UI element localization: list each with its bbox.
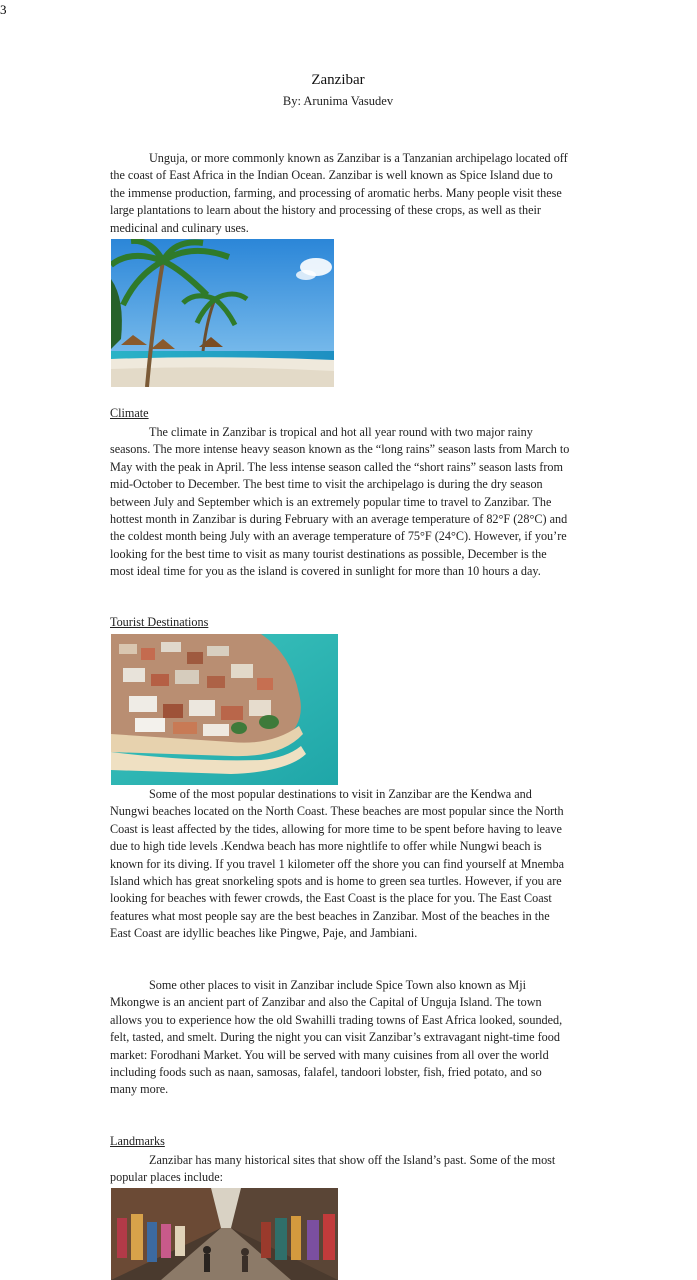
document-author: By: Arunima Vasudev	[282, 94, 394, 108]
tourist-paragraph-1: Some of the most popular destinations to visit in Zanzibar are the Kendwa and Nungwi beaches located on the North Coast. These beaches are most popular since the North Coast is least affected by the tides, allowing for more time to be spent before having to leave due to high tide levels .Kendwa beach has more nightlife to offer while Nungwi beach is known for its diving. If you travel 1 kilometer off the shore you can find yourself at Mnemba Island which has great snorkeling spots and is home to green sea turtles. However, if you are looking for beaches with fewer crowds, the East Coast is the place for you. The East Coast features what most people say are the best beaches in Zanzibar. Most of the beaches in the East Coast are idyllic beaches like Pingwe, Paje, and Jambiani.	[110, 787, 564, 941]
climate-heading: Climate	[110, 406, 149, 420]
climate-paragraph: The climate in Zanzibar is tropical and hot all year round with two major rainy seasons. The more intense heavy season known as the “long rains” season lasts from March to May with the peak in April. The less intense season called the “short rains” season lasts from mid-October to December. The best time to visit the archipelago is during the dry season between July and September which is an extremely popular time to travel to Zanzibar. The hottest month in Zanzibar is during February with an average temperature of 82°F (28°C) and the coldest month being July with an average temperature of 75°F (24°C). However, if you’re looking for the best time to visit as many tourist destinations as possible, December is the most ideal time for you as the island is covered in sunlight for more than 10 hours a day.	[110, 425, 570, 579]
landmarks-paragraph: Zanzibar has many historical sites that show off the Island’s past. Some of the most popular places include:	[110, 1153, 556, 1185]
market-street-photo	[111, 1188, 338, 1280]
page-number: 3	[0, 2, 7, 17]
stone-town-aerial-photo	[111, 634, 338, 785]
tourist-destinations-heading: Tourist Destinations	[110, 615, 209, 629]
landmarks-heading: Landmarks	[110, 1134, 165, 1148]
beach-palm-photo	[111, 239, 334, 387]
tourist-paragraph-2: Some other places to visit in Zanzibar include Spice Town also known as Mji Mkongwe is an ancient part of Zanzibar and also the Capital of Unguja Island. The town allows you to experience how the old Swahilli trading towns of East Africa looked, sounded, felt, tasted, and smelt. During the night you can visit Zanzibar’s extravagant night-time food market: Forodhani Market. You will be served with many cuisines from all over the world including foods such as naan, samosas, falafel, tandoori lobster, fish, fried potato, and so many more.	[110, 978, 563, 1097]
intro-paragraph: Unguja, or more commonly known as Zanzibar is a Tanzanian archipelago located off the coast of East Africa in the Indian Ocean. Zanzibar is well known as Spice Island due to the immense production, farming, and processing of aromatic herbs. Many people visit these large plantations to learn about the history and processing of these crops, as well as their medicinal and culinary uses.	[110, 151, 568, 235]
document-title: Zanzibar	[311, 72, 365, 88]
